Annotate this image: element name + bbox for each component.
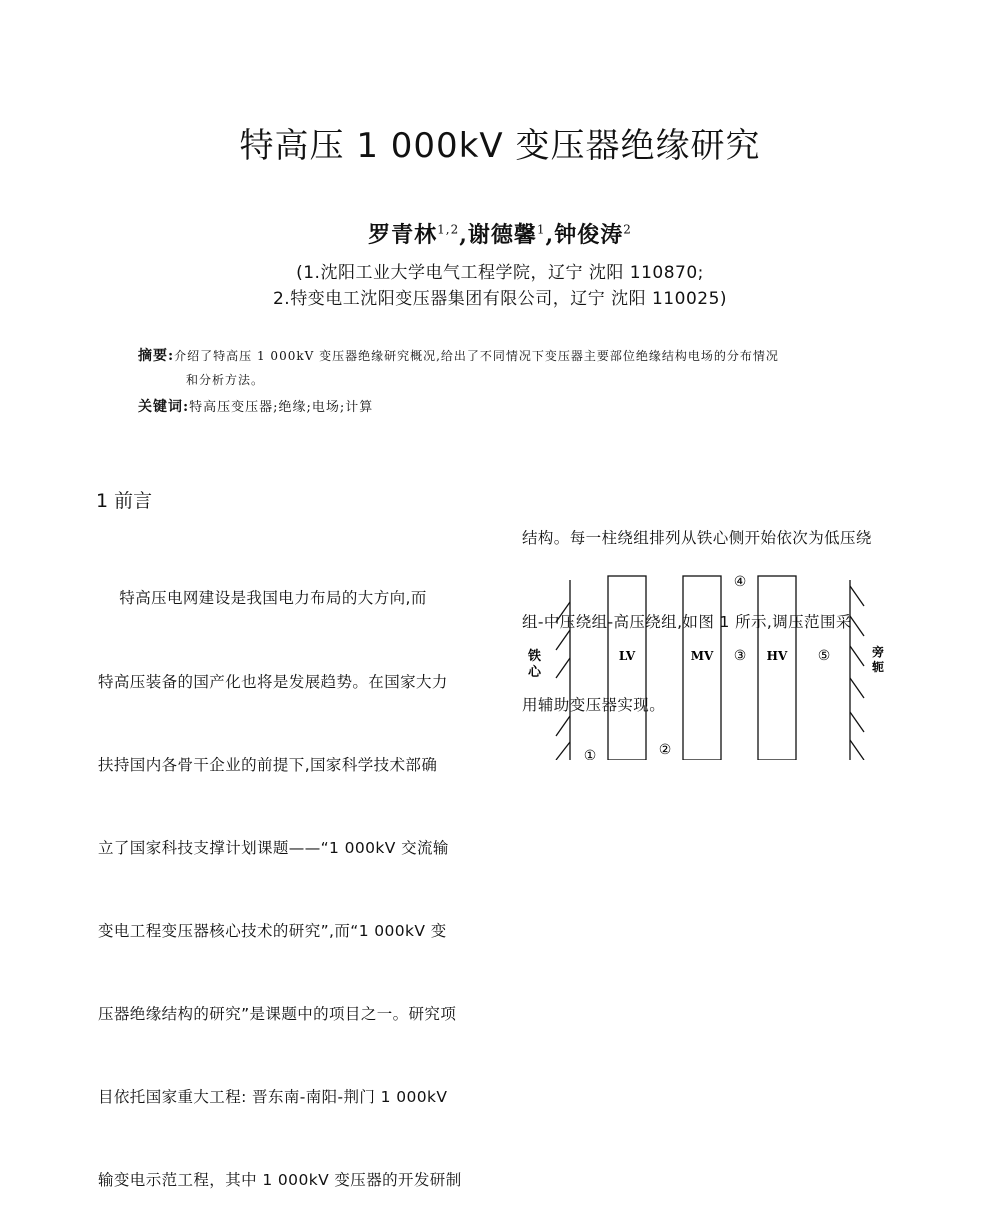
abstract — [138, 344, 898, 392]
author-affiliation-mark: 1 — [536, 222, 546, 237]
section-heading — [96, 486, 152, 513]
core-label: 心 — [528, 665, 542, 680]
mv-winding — [683, 576, 721, 760]
text-line: 输变电示范工程，其中 1 000kV 变压器的开发研制 — [98, 1171, 462, 1190]
author-name: 罗青林 — [368, 222, 438, 248]
lv-label: LV — [618, 649, 636, 663]
text-line: 目依托国家重大工程: 晋东南-南阳-荆门 1 000kV — [98, 1088, 448, 1107]
text-line: 特高压电网建设是我国电力布局的大方向,而 — [98, 589, 427, 608]
abstract-text: 介绍了特高压 1 000kV 变压器绝缘研究概况,给出了不同情况下变压器主要部位绝缘结构电场的分布情况 — [174, 349, 779, 363]
gap-marker-3: ③ — [733, 648, 747, 664]
author-name: 钟俊涛 — [554, 222, 624, 248]
section-title: 前言 — [114, 490, 153, 512]
paper-title: 特高压 1 000kV 变压器绝缘研究 — [239, 126, 761, 166]
keywords-label: 关键词: — [138, 399, 190, 415]
keywords — [138, 396, 373, 416]
hv-winding — [758, 576, 796, 760]
abstract-line: 和分析方法。 — [186, 373, 265, 387]
text-line: 扶持国内各骨干企业的前提下,国家科学技术部确 — [98, 755, 438, 774]
gap-marker-4: ④ — [733, 574, 747, 590]
hv-label: HV — [766, 649, 788, 663]
core-hatching — [556, 602, 570, 760]
gap-marker-2: ② — [658, 742, 672, 758]
section-number: 1 — [96, 490, 109, 512]
side-yoke-label: 旁 — [872, 645, 885, 659]
keywords-text: 特高压变压器;绝缘;电场;计算 — [189, 400, 374, 415]
mv-label: MV — [690, 649, 714, 663]
text-line: 压器绝缘结构的研究”是课题中的项目之一。研究项 — [98, 1004, 457, 1023]
lv-winding — [608, 576, 646, 760]
text-line: 变电工程变压器核心技术的研究”,而“1 000kV 变 — [98, 921, 447, 940]
side-yoke-label: 轭 — [872, 660, 885, 674]
author-line: 罗青林$^{1,2}$,谢德馨$^1$,钟俊涛$^2$ — [368, 222, 632, 248]
text-line: 特高压装备的国产化也将是发展趋势。在国家大力 — [98, 672, 448, 691]
author-affiliation-mark: 1,2 — [437, 222, 460, 237]
left-column-text — [98, 530, 462, 1223]
author-name: 谢德馨 — [467, 222, 537, 248]
text-line: 组-中压绕组-高压绕组,如图 1 所示,调压范围采 — [522, 612, 852, 631]
gap-marker-5: ⑤ — [817, 648, 831, 664]
abstract-label: 摘要: — [138, 348, 175, 364]
text-line: 结构。每一柱绕组排列从铁心侧开始依次为低压绕 — [522, 529, 872, 548]
affiliation-line: 2.特变电工沈阳变压器集团有限公司，辽宁 沈阳 110025) — [272, 289, 728, 309]
text-line: 立了国家科技支撑计划课题——“1 000kV 交流输 — [98, 838, 449, 857]
winding-arrangement-figure — [520, 566, 890, 760]
affiliation-line: (1.沈阳工业大学电气工程学院，辽宁 沈阳 110870; — [296, 263, 704, 283]
side-yoke-hatching — [850, 586, 864, 760]
author-affiliation-mark: 2 — [623, 222, 632, 237]
gap-marker-1: ① — [583, 748, 597, 760]
abstract-line — [138, 344, 898, 368]
text-line: 用辅助变压器实现。 — [522, 695, 666, 714]
core-label: 铁 — [528, 649, 542, 664]
